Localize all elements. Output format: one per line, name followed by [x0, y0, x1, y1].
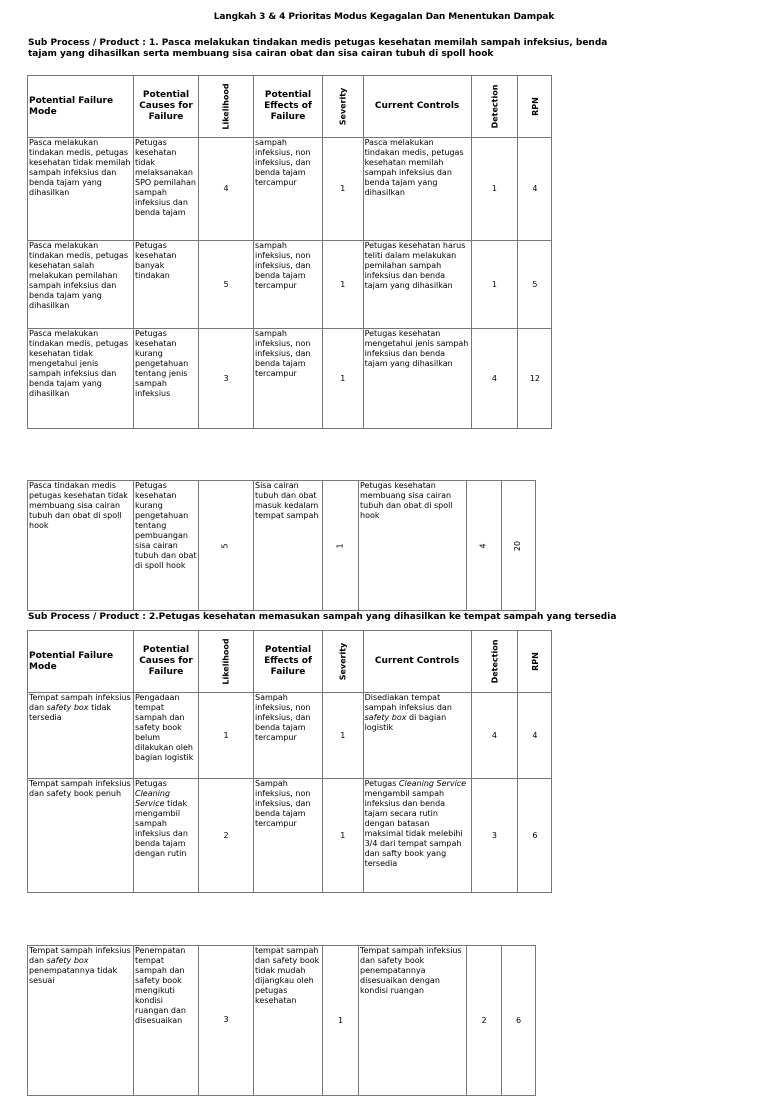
- failure-mode-cell: Pasca melakukan tindakan medis, petugas kesehatan salah melakukan pemilahan sampah infeksius dan benda tajam yang dihasilkan: [28, 241, 134, 329]
- effect-cell: Sisa cairan tubuh dan obat masuk kedalam tempat sampah: [254, 481, 323, 611]
- cause-cell: Penempatan tempat sampah dan safety book mengikuti kondisi ruangan dan disesuaikan: [134, 946, 199, 1096]
- header-likelihood: Likelihood: [199, 631, 254, 693]
- likelihood-cell: 5: [199, 481, 254, 611]
- effect-cell: Sampah infeksius, non infeksius, dan benda tajam tercampur: [254, 779, 323, 893]
- table-row: [28, 779, 552, 893]
- header-effects: Potential Effects of Failure: [254, 76, 323, 138]
- subprocess-1-heading: Sub Process / Product : 1. Pasca melakukan tindakan medis petugas kesehatan memilah sampah infeksius, benda tajam yang dihasilkan serta membuang sisa cairan obat dan sisa cairan tubuh di spoll hook: [28, 38, 608, 59]
- header-severity: Severity: [323, 631, 364, 693]
- severity-cell: 1: [323, 946, 359, 1096]
- fmea-table-1: [27, 75, 552, 429]
- header-causes: Potential Causes for Failure: [134, 76, 199, 138]
- detection-cell: 4: [471, 329, 518, 429]
- effect-cell: sampah infeksius, non infeksius, dan benda tajam tercampur: [254, 329, 323, 429]
- failure-mode-cell: Pasca melakukan tindakan medis, petugas kesehatan tidak memilah sampah infeksius dan benda tajam yang dihasilkan: [28, 138, 134, 241]
- header-rpn: RPN: [518, 76, 552, 138]
- severity-cell: 1: [323, 329, 364, 429]
- control-cell: Disediakan tempat sampah infeksius dan safety box di bagian logistik: [363, 693, 471, 779]
- header-effects: Potential Effects of Failure: [254, 631, 323, 693]
- table-row: [28, 329, 552, 429]
- fmea-table-1-continued: [27, 480, 536, 611]
- rpn-cell: 20: [502, 481, 536, 611]
- header-failure-mode: Potential Failure Mode: [28, 76, 134, 138]
- subprocess-2-heading: Sub Process / Product : 2.Petugas kesehatan memasukan sampah yang dihasilkan ke tempat sampah yang tersedia: [28, 612, 617, 622]
- header-detection: Detection: [471, 631, 518, 693]
- detection-cell: 1: [471, 138, 518, 241]
- failure-mode-cell: Tempat sampah infeksius dan safety box tidak tersedia: [28, 693, 134, 779]
- table-header-row: [28, 631, 552, 693]
- cause-cell: Pengadaan tempat sampah dan safety book belum dilakukan oleh bagian logistik: [134, 693, 199, 779]
- control-cell: Petugas kesehatan harus teliti dalam melakukan pemilahan sampah infeksius dan benda tajam yang dihasilkan: [363, 241, 471, 329]
- likelihood-cell: 2: [199, 779, 254, 893]
- control-cell: Pasca melakukan tindakan medis, petugas kesehatan memilah sampah infeksius dan benda tajam yang dihasilkan: [363, 138, 471, 241]
- failure-mode-cell: Pasca tindakan medis petugas kesehatan tidak membuang sisa cairan tubuh dan obat di spoll hook: [28, 481, 134, 611]
- rpn-cell: 4: [518, 693, 552, 779]
- table-row: [28, 241, 552, 329]
- header-severity: Severity: [323, 76, 364, 138]
- table-row: [28, 693, 552, 779]
- cause-cell: Petugas kesehatan kurang pengetahuan tentang pembuangan sisa cairan tubuh dan obat di spoll hook: [134, 481, 199, 611]
- severity-cell: 1: [323, 481, 359, 611]
- header-rpn: RPN: [518, 631, 552, 693]
- failure-mode-cell: Pasca melakukan tindakan medis, petugas kesehatan tidak mengetahui jenis sampah infeksius dan benda tajam yang dihasilkan: [28, 329, 134, 429]
- rpn-cell: 5: [518, 241, 552, 329]
- fmea-table-2: [27, 630, 552, 893]
- rpn-cell: 12: [518, 329, 552, 429]
- detection-cell: 4: [467, 481, 502, 611]
- rpn-cell: 6: [518, 779, 552, 893]
- header-controls: Current Controls: [363, 76, 471, 138]
- severity-cell: 1: [323, 779, 364, 893]
- detection-cell: 4: [471, 693, 518, 779]
- detection-cell: 2: [467, 946, 502, 1096]
- control-cell: Petugas kesehatan mengetahui jenis sampah infeksius dan benda tajam yang dihasilkan: [363, 329, 471, 429]
- effect-cell: Sampah infeksius, non infeksius, dan benda tajam tercampur: [254, 693, 323, 779]
- effect-cell: sampah infeksius, non infeksius, dan benda tajam tercampur: [254, 241, 323, 329]
- header-likelihood: Likelihood: [199, 76, 254, 138]
- effect-cell: sampah infeksius, non infeksius, dan benda tajam tercampur: [254, 138, 323, 241]
- detection-cell: 3: [471, 779, 518, 893]
- control-cell: Petugas kesehatan membuang sisa cairan tubuh dan obat di spoll hook: [359, 481, 467, 611]
- table-header-row: [28, 76, 552, 138]
- likelihood-cell: 3: [199, 946, 254, 1096]
- likelihood-cell: 3: [199, 329, 254, 429]
- header-causes: Potential Causes for Failure: [134, 631, 199, 693]
- header-detection: Detection: [471, 76, 518, 138]
- rpn-cell: 4: [518, 138, 552, 241]
- cause-cell: Petugas kesehatan tidak melaksanakan SPO pemilahan sampah infeksius dan benda tajam: [134, 138, 199, 241]
- failure-mode-cell: Tempat sampah infeksius dan safety box penempatannya tidak sesuai: [28, 946, 134, 1096]
- cause-cell: Petugas kesehatan kurang pengetahuan tentang jenis sampah infeksius: [134, 329, 199, 429]
- detection-cell: 1: [471, 241, 518, 329]
- fmea-table-2-continued: [27, 945, 536, 1096]
- control-cell: Petugas Cleaning Service mengambil sampah infeksius dan benda tajam secara rutin dengan batasan maksimal tidak melebihi 3/4 dari tempat sampah dan safty book yang tersedia: [363, 779, 471, 893]
- header-failure-mode: Potential Failure Mode: [28, 631, 134, 693]
- rpn-cell: 6: [502, 946, 536, 1096]
- severity-cell: 1: [323, 241, 364, 329]
- header-controls: Current Controls: [363, 631, 471, 693]
- severity-cell: 1: [323, 693, 364, 779]
- failure-mode-cell: Tempat sampah infeksius dan safety book penuh: [28, 779, 134, 893]
- likelihood-cell: 4: [199, 138, 254, 241]
- cause-cell: Petugas kesehatan banyak tindakan: [134, 241, 199, 329]
- control-cell: Tempat sampah infeksius dan safety book penempatannya disesuaikan dengan kondisi ruangan: [359, 946, 467, 1096]
- table-row: [28, 138, 552, 241]
- table-row: [28, 481, 536, 611]
- cause-cell: Petugas Cleaning Service tidak mengambil sampah infeksius dan benda tajam dengan rutin: [134, 779, 199, 893]
- table-row: [28, 946, 536, 1096]
- likelihood-cell: 5: [199, 241, 254, 329]
- severity-cell: 1: [323, 138, 364, 241]
- page-title: Langkah 3 & 4 Prioritas Modus Kegagalan Dan Menentukan Dampak: [213, 12, 555, 22]
- effect-cell: tempat sampah dan safety book tidak mudah dijangkau oleh petugas kesehatan: [254, 946, 323, 1096]
- likelihood-cell: 1: [199, 693, 254, 779]
